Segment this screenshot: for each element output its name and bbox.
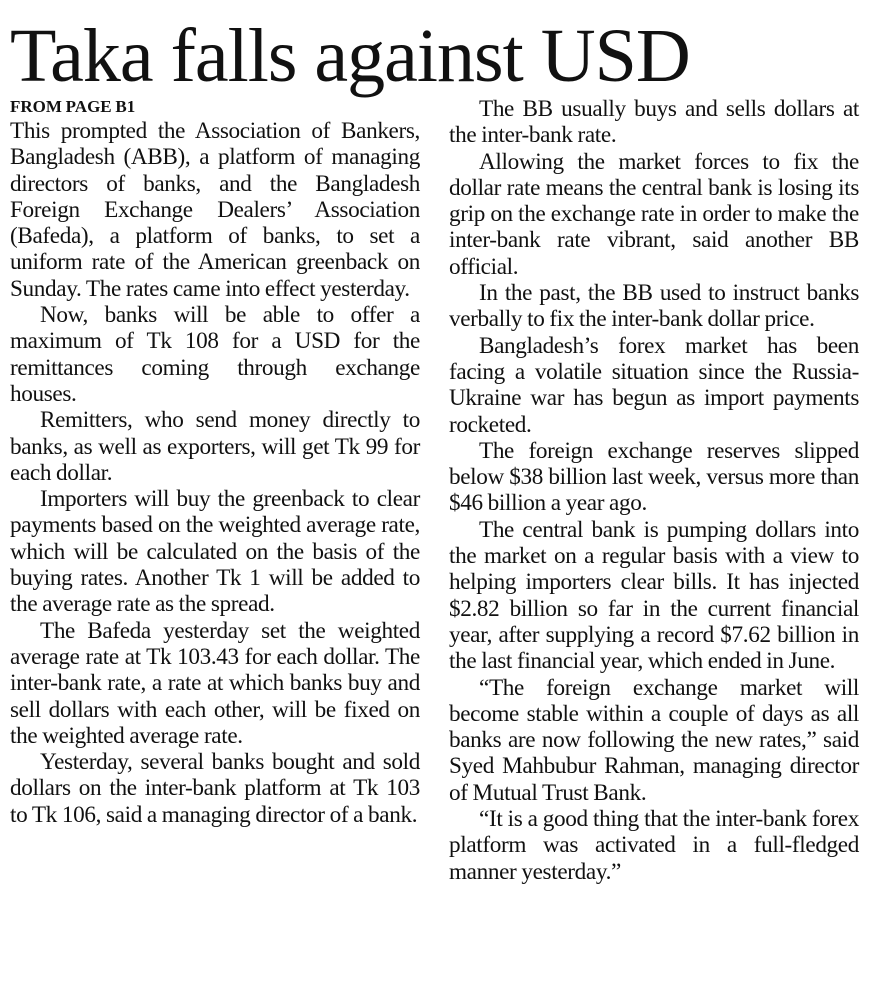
paragraph: The central bank is pumping dollars into the market on a regular basis with a view to helping importers clear bills. It has injected $2.82 billion so far in the current financial year, after supplying a record $7.62 billion in the last financial year, which ended in June. <box>449 516 859 675</box>
continuation-kicker: FROM PAGE B1 <box>10 97 136 116</box>
paragraph: Yesterday, several banks bought and sold dollars on the inter-bank platform at Tk 103 to Tk 106, said a managing director of a bank. <box>10 749 420 828</box>
paragraph: Importers will buy the greenback to clear payments based on the weighted average rate, which will be calculated on the basis of the buying rates. Another Tk 1 will be added to the average rate as the spread. <box>10 486 420 618</box>
article-headline: Taka falls against USD <box>10 14 690 98</box>
paragraph: Remitters, who send money directly to banks, as well as exporters, will get Tk 99 for each dollar. <box>10 407 420 486</box>
article-column-right <box>449 96 859 885</box>
paragraph: The foreign exchange reserves slipped below $38 billion last week, versus more than $46 billion a year ago. <box>449 437 859 517</box>
paragraph: “It is a good thing that the inter-bank forex platform was activated in a full-fledged manner yesterday.” <box>449 806 859 885</box>
paragraph: The BB usually buys and sells dollars at the inter-bank rate. <box>449 96 859 149</box>
paragraph: “The foreign exchange market will become stable within a couple of days as all banks are now following the new rates,” said Syed Mahbubur Rahman, managing director of Mutual Trust Bank. <box>449 674 859 806</box>
paragraph: Allowing the market forces to fix the dollar rate means the central bank is losing its grip on the exchange rate in order to make the inter-bank rate vibrant, said another BB official. <box>449 148 859 280</box>
paragraph: Bangladesh’s forex market has been facing a volatile situation since the Russia-Ukraine war has begun as import payments rocketed. <box>449 332 859 438</box>
paragraph: Now, banks will be able to offer a maximum of Tk 108 for a USD for the remittances coming through exchange houses. <box>10 302 420 407</box>
paragraph: The Bafeda yesterday set the weighted average rate at Tk 103.43 for each dollar. The inter-bank rate, a rate at which banks buy and sell dollars with each other, will be fixed on the weighted average rate. <box>10 617 420 749</box>
paragraph: In the past, the BB used to instruct banks verbally to fix the inter-bank dollar price. <box>449 280 859 333</box>
paragraph: This prompted the Association of Bankers, Bangladesh (ABB), a platform of managing directors of banks, and the Bangladesh Foreign Exchange Dealers’ Association (Bafeda), a platform of banks, to set a uniform rate of the American greenback on Sunday. The rates came into effect yesterday. <box>10 118 420 302</box>
article-column-left <box>10 96 420 828</box>
